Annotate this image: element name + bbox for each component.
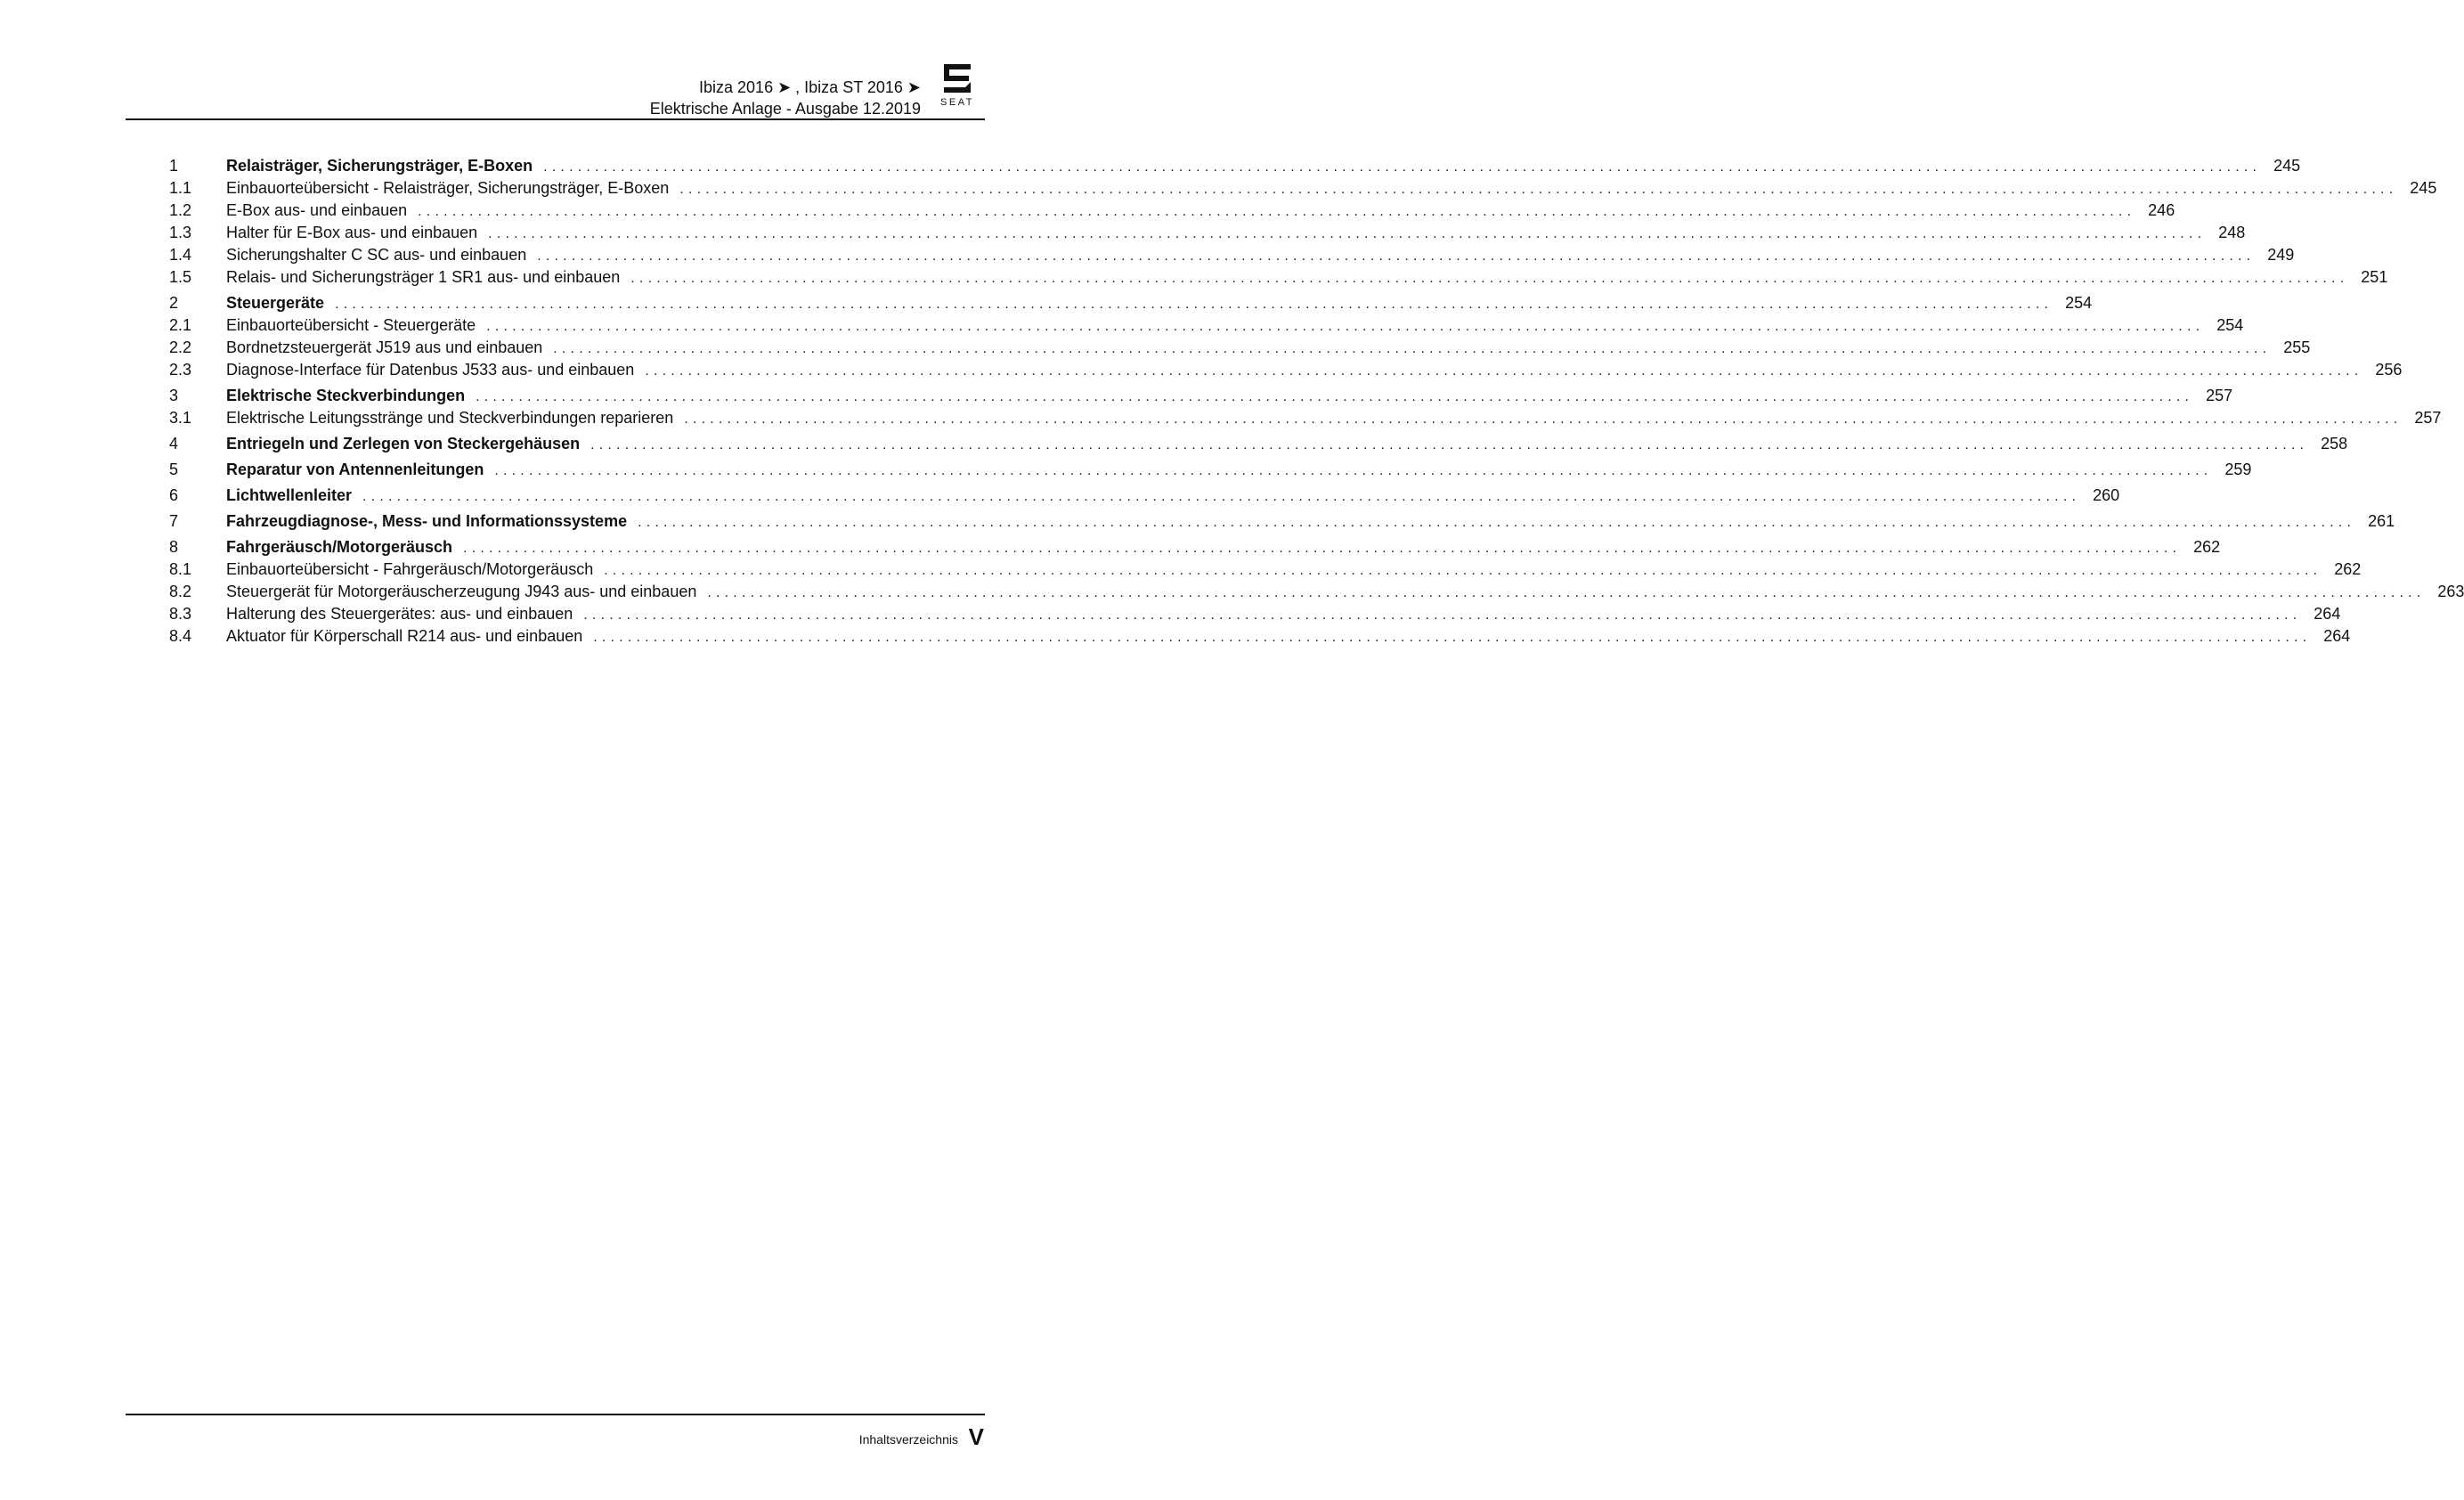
toc-entry[interactable] [169, 603, 2341, 625]
toc-entry[interactable] [169, 407, 2442, 429]
logo-text: SEAT [940, 97, 974, 108]
toc-dot-leader: ........................................................................................................................................................................................................ [488, 226, 2207, 241]
toc-entry-page: 258 [2321, 435, 2348, 452]
toc-dot-leader: ........................................................................................................................................................................................................ [604, 563, 2322, 578]
toc-entry-title: Entriegeln und Zerlegen von Steckergehäusen [226, 435, 581, 452]
toc-entry-number: 8 [169, 538, 179, 556]
toc-entry-page: 245 [2273, 157, 2301, 175]
toc-entry[interactable] [169, 510, 2395, 533]
table-of-contents [169, 155, 2464, 648]
toc-entry-number: 1.1 [169, 179, 192, 197]
toc-dot-leader: ........................................................................................................................................................................................................ [583, 607, 2302, 623]
toc-dot-leader: ........................................................................................................................................................................................................ [486, 319, 2205, 334]
toc-entry-page: 255 [2283, 338, 2311, 356]
toc-entry-page: 256 [2375, 361, 2403, 379]
toc-entry-page: 262 [2193, 538, 2221, 556]
toc-entry[interactable] [169, 155, 2301, 177]
toc-entry-number: 1.4 [169, 246, 192, 264]
toc-entry-number: 2.3 [169, 361, 192, 379]
toc-entry[interactable] [169, 177, 2437, 200]
toc-entry-title: Lichtwellenleiter [226, 486, 353, 504]
toc-entry-title: Aktuator für Körperschall R214 aus- und einbauen [226, 627, 583, 645]
toc-entry[interactable] [169, 385, 2233, 407]
toc-dot-leader: ........................................................................................................................................................................................................ [684, 412, 2403, 427]
toc-entry-page: 254 [2216, 316, 2244, 334]
toc-entry-title: Fahrgeräusch/Motorgeräusch [226, 538, 453, 556]
toc-entry-number: 2.2 [169, 338, 192, 356]
toc-entry-title: Relaisträger, Sicherungsträger, E-Boxen [226, 157, 533, 175]
toc-entry-title: E-Box aus- und einbauen [226, 201, 408, 219]
toc-entry-number: 5 [169, 461, 179, 478]
toc-entry-number: 3.1 [169, 409, 192, 427]
toc-entry-number: 1 [169, 157, 179, 175]
toc-entry-title: Steuergerät für Motorgeräuscherzeugung J943 aus- und einbauen [226, 583, 697, 600]
toc-entry-number: 2.1 [169, 316, 192, 334]
toc-entry-title: Fahrzeugdiagnose-, Mess- und Informationssysteme [226, 512, 628, 530]
toc-entry-title: Sicherungshalter C SC aus- und einbauen [226, 246, 527, 264]
toc-entry[interactable] [169, 200, 2175, 222]
toc-entry-page: 251 [2361, 268, 2388, 286]
toc-entry-page: 263 [2437, 583, 2464, 600]
toc-dot-leader: ........................................................................................................................................................................................................ [630, 271, 2349, 286]
toc-dot-leader: ........................................................................................................................................................................................................ [362, 489, 2081, 504]
toc-entry-title: Elektrische Leitungsstränge und Steckverbindungen reparieren [226, 409, 674, 427]
toc-entry-page: 248 [2218, 224, 2246, 241]
toc-entry-title: Einbauorteübersicht - Steuergeräte [226, 316, 476, 334]
toc-entry[interactable] [169, 314, 2244, 337]
toc-entry-title: Elektrische Steckverbindungen [226, 387, 466, 404]
toc-entry[interactable] [169, 292, 2093, 314]
toc-entry-title: Halter für E-Box aus- und einbauen [226, 224, 478, 241]
toc-entry-page: 257 [2206, 387, 2233, 404]
toc-entry-title: Bordnetzsteuergerät J519 aus und einbauen [226, 338, 543, 356]
toc-entry-page: 254 [2065, 294, 2093, 312]
header-models: Ibiza 2016 ➤ , Ibiza ST 2016 ➤ [699, 78, 921, 96]
toc-entry[interactable] [169, 244, 2295, 266]
seat-logo [935, 64, 985, 107]
toc-entry-title: Reparatur von Antennenleitungen [226, 461, 484, 478]
toc-entry[interactable] [169, 558, 2362, 581]
toc-dot-leader: ........................................................................................................................................................................................................ [463, 541, 2182, 556]
footer-divider [126, 1414, 985, 1415]
toc-entry-page: 264 [2323, 627, 2351, 645]
toc-entry-page: 257 [2414, 409, 2442, 427]
toc-dot-leader: ........................................................................................................................................................................................................ [707, 585, 2426, 600]
header-edition: Elektrische Anlage - Ausgabe 12.2019 [649, 100, 921, 118]
header-text [650, 77, 921, 119]
toc-entry-title: Einbauorteübersicht - Fahrgeräusch/Motorgeräusch [226, 560, 594, 578]
toc-dot-leader: ........................................................................................................................................................................................................ [679, 182, 2398, 197]
header-divider [126, 118, 985, 120]
toc-entry-page: 246 [2148, 201, 2175, 219]
toc-entry[interactable] [169, 266, 2388, 289]
footer-section-label: Inhaltsverzeichnis [858, 1432, 958, 1447]
footer-page-number: V [968, 1423, 984, 1450]
toc-dot-leader: ........................................................................................................................................................................................................ [476, 389, 2194, 404]
toc-dot-leader: ........................................................................................................................................................................................................ [645, 363, 2363, 379]
toc-entry-page: 262 [2334, 560, 2362, 578]
toc-entry[interactable] [169, 433, 2348, 455]
toc-entry[interactable] [169, 222, 2246, 244]
toc-dot-leader: ........................................................................................................................................................................................................ [418, 204, 2136, 219]
toc-entry-number: 8.4 [169, 627, 192, 645]
toc-entry-number: 2 [169, 294, 179, 312]
toc-entry[interactable] [169, 485, 2120, 507]
toc-entry[interactable] [169, 536, 2221, 558]
toc-dot-leader: ........................................................................................................................................................................................................ [553, 341, 2272, 356]
toc-dot-leader: ........................................................................................................................................................................................................ [537, 249, 2256, 264]
toc-entry-number: 8.3 [169, 605, 192, 623]
toc-dot-leader: ........................................................................................................................................................................................................ [335, 297, 2053, 312]
toc-entry-title: Steuergeräte [226, 294, 325, 312]
toc-entry-page: 264 [2314, 605, 2341, 623]
toc-entry-number: 8.2 [169, 583, 192, 600]
toc-entry-page: 245 [2410, 179, 2437, 197]
toc-entry-page: 259 [2224, 461, 2252, 478]
toc-entry-title: Relais- und Sicherungsträger 1 SR1 aus- und einbauen [226, 268, 621, 286]
toc-entry-number: 3 [169, 387, 179, 404]
page-header [0, 0, 1061, 125]
toc-dot-leader: ........................................................................................................................................................................................................ [638, 515, 2356, 530]
toc-entry[interactable] [169, 459, 2252, 481]
toc-entry-number: 6 [169, 486, 179, 504]
toc-entry[interactable] [169, 359, 2403, 381]
toc-entry-number: 1.5 [169, 268, 192, 286]
toc-entry-title: Diagnose-Interface für Datenbus J533 aus- und einbauen [226, 361, 635, 379]
toc-entry-number: 7 [169, 512, 179, 530]
toc-dot-leader: ........................................................................................................................................................................................................ [543, 159, 2262, 175]
toc-entry-number: 8.1 [169, 560, 192, 578]
toc-entry[interactable] [169, 581, 2464, 603]
toc-entry-page: 260 [2093, 486, 2120, 504]
toc-dot-leader: ........................................................................................................................................................................................................ [590, 437, 2309, 452]
seat-logo-icon [935, 64, 985, 107]
toc-entry-title: Halterung des Steuergerätes: aus- und einbauen [226, 605, 573, 623]
toc-dot-leader: ........................................................................................................................................................................................................ [494, 463, 2213, 478]
toc-entry-number: 4 [169, 435, 179, 452]
toc-entry-page: 249 [2267, 246, 2295, 264]
toc-entry-title: Einbauorteübersicht - Relaisträger, Sicherungsträger, E-Boxen [226, 179, 670, 197]
toc-entry-number: 1.3 [169, 224, 192, 241]
toc-entry-page: 261 [2368, 512, 2395, 530]
toc-dot-leader: ........................................................................................................................................................................................................ [593, 630, 2312, 645]
toc-entry[interactable] [169, 625, 2351, 648]
toc-entry-number: 1.2 [169, 201, 192, 219]
toc-entry[interactable] [169, 337, 2311, 359]
